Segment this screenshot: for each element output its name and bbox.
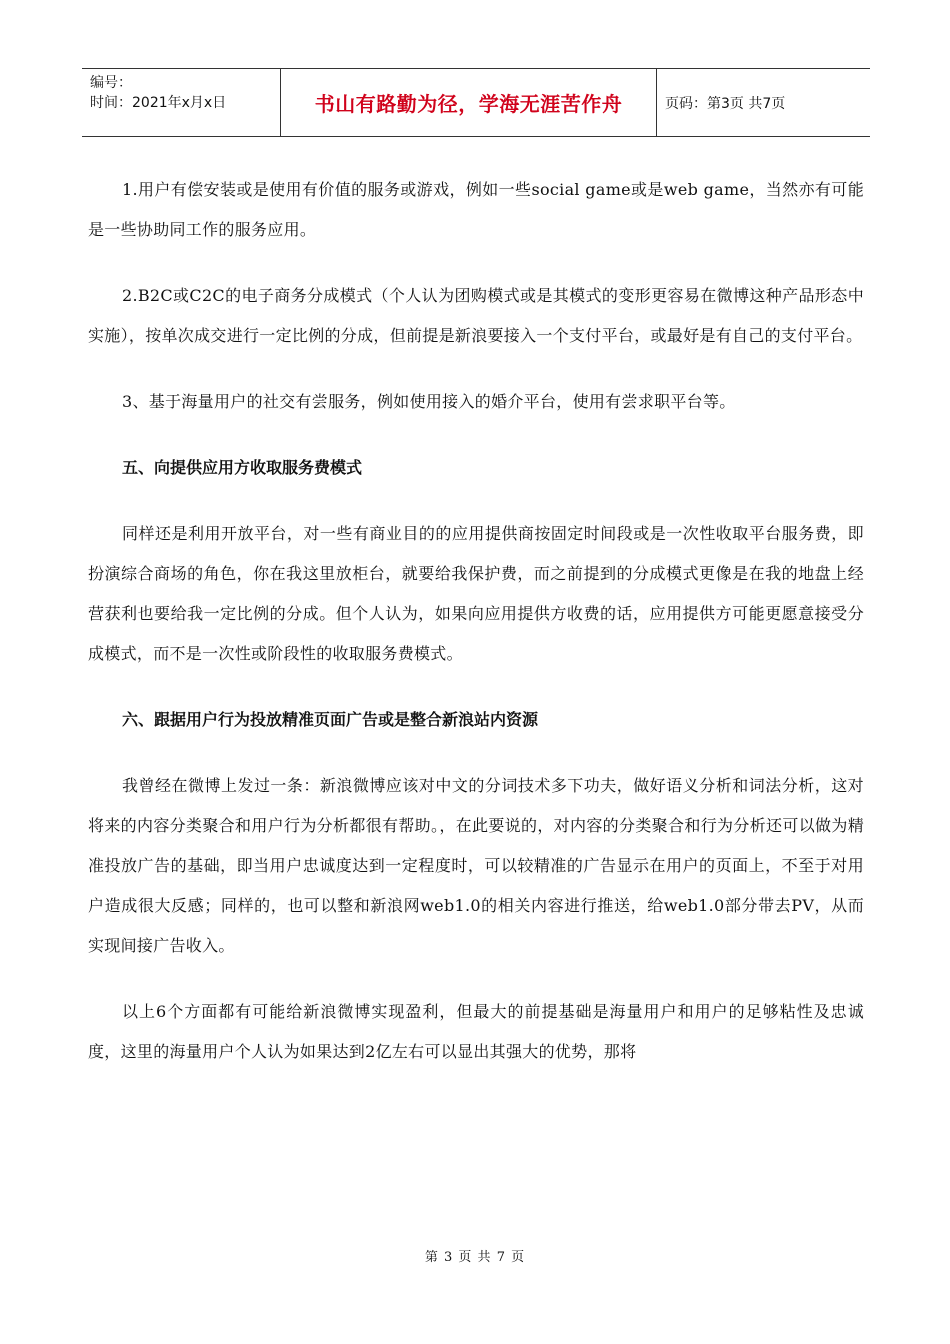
section-heading-5: 五、向提供应用方收取服务费模式 — [122, 458, 363, 477]
paragraph-item-1: 1.用户有偿安装或是使用有价值的服务或游戏，例如一些social game或是web game，当然亦有可能是一些协助同工作的服务应用。 — [88, 180, 864, 239]
page-header — [82, 68, 870, 137]
header-meta — [82, 69, 281, 136]
header-page-info: 页码：第3页 共7页 — [665, 95, 786, 112]
paragraph-item-3: 3、基于海量用户的社交有尝服务，例如使用接入的婚介平台，使用有尝求职平台等。 — [122, 392, 736, 411]
paragraph-summary: 以上6个方面都有可能给新浪微博实现盈利，但最大的前提基础是海量用户和用户的足够粘性及忠诚度，这里的海量用户个人认为如果达到2亿左右可以显出其强大的优势，那将 — [88, 1002, 864, 1061]
paragraph-service-fee: 同样还是利用开放平台，对一些有商业目的的应用提供商按固定时间段或是一次性收取平台服务费，即扮演综合商场的角色，你在我这里放柜台，就要给我保护费，而之前提到的分成模式更像是在我的地盘上经营获利也要给我一定比例的分成。但个人认为，如果向应用提供方收费的话，应用提供方可能更愿意接受分成模式，而不是一次性或阶段性的收取服务费模式。 — [88, 524, 864, 663]
header-motto: 书山有路勤为径，学海无涯苦作舟 — [281, 69, 657, 136]
document-body — [88, 170, 864, 1098]
page-footer: 第 3 页 共 7 页 — [424, 1250, 526, 1265]
paragraph-item-2: 2.B2C或C2C的电子商务分成模式（个人认为团购模式或是其模式的变形更容易在微博这种产品形态中实施），按单次成交进行一定比例的分成，但前提是新浪要接入一个支付平台，或最好是有自己的支付平台。 — [88, 286, 864, 345]
paragraph-ads: 我曾经在微博上发过一条：新浪微博应该对中文的分词技术多下功夫，做好语义分析和词法分析，这对将来的内容分类聚合和用户行为分析都很有帮助。，在此要说的，对内容的分类聚合和行为分析还可以做为精准投放广告的基础，即当用户忠诚度达到一定程度时，可以较精准的广告显示在用户的页面上，不至于对用户造成很大反感；同样的，也可以整和新浪网web1.0的相关内容进行推送，给web1.0部分带去PV，从而实现间接广告收入。 — [88, 776, 864, 955]
section-heading-6: 六、跟据用户行为投放精准页面广告或是整合新浪站内资源 — [122, 710, 539, 729]
document-time-label: 时间：2021年x月x日 — [90, 95, 227, 111]
document-number-label: 编号： — [90, 75, 132, 91]
